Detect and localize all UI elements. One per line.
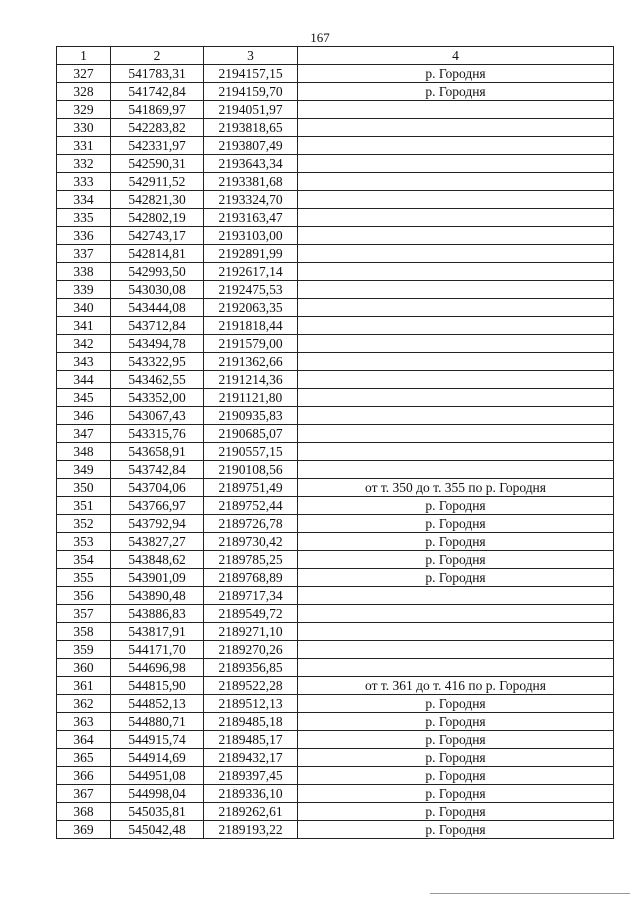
- x-coordinate-cell: 544696,98: [111, 659, 204, 677]
- x-coordinate-cell: 543067,43: [111, 407, 204, 425]
- point-number-cell: 341: [57, 317, 111, 335]
- x-coordinate-cell: 542743,17: [111, 227, 204, 245]
- point-number-cell: 351: [57, 497, 111, 515]
- point-number-cell: 331: [57, 137, 111, 155]
- point-number-cell: 359: [57, 641, 111, 659]
- description-cell: [298, 281, 614, 299]
- x-coordinate-cell: 542993,50: [111, 263, 204, 281]
- description-cell: р. Городня: [298, 713, 614, 731]
- description-cell: [298, 119, 614, 137]
- y-coordinate-cell: 2193163,47: [204, 209, 298, 227]
- x-coordinate-cell: 543444,08: [111, 299, 204, 317]
- description-cell: [298, 605, 614, 623]
- y-coordinate-cell: 2190935,83: [204, 407, 298, 425]
- y-coordinate-cell: 2189397,45: [204, 767, 298, 785]
- description-cell: [298, 299, 614, 317]
- description-cell: р. Городня: [298, 83, 614, 101]
- point-number-cell: 347: [57, 425, 111, 443]
- point-number-cell: 342: [57, 335, 111, 353]
- table-row: [57, 407, 614, 425]
- description-cell: [298, 389, 614, 407]
- page-number: 167: [310, 30, 330, 45]
- point-number-cell: 332: [57, 155, 111, 173]
- description-cell: р. Городня: [298, 497, 614, 515]
- description-cell: [298, 461, 614, 479]
- x-coordinate-cell: 541742,84: [111, 83, 204, 101]
- x-coordinate-cell: 544171,70: [111, 641, 204, 659]
- y-coordinate-cell: 2191579,00: [204, 335, 298, 353]
- y-coordinate-cell: 2190685,07: [204, 425, 298, 443]
- table-row: [57, 83, 614, 101]
- x-coordinate-cell: 542802,19: [111, 209, 204, 227]
- point-number-cell: 339: [57, 281, 111, 299]
- table-row: [57, 803, 614, 821]
- table-body: [57, 65, 614, 839]
- table-row: [57, 173, 614, 191]
- description-cell: р. Городня: [298, 533, 614, 551]
- description-cell: [298, 191, 614, 209]
- point-number-cell: 327: [57, 65, 111, 83]
- x-coordinate-cell: 543352,00: [111, 389, 204, 407]
- x-coordinate-cell: 541869,97: [111, 101, 204, 119]
- description-cell: [298, 335, 614, 353]
- column-header-1: 1: [57, 47, 111, 65]
- table-row: [57, 209, 614, 227]
- x-coordinate-cell: 543827,27: [111, 533, 204, 551]
- table-row: [57, 425, 614, 443]
- y-coordinate-cell: 2189193,22: [204, 821, 298, 839]
- description-cell: р. Городня: [298, 515, 614, 533]
- y-coordinate-cell: 2193103,00: [204, 227, 298, 245]
- y-coordinate-cell: 2192891,99: [204, 245, 298, 263]
- point-number-cell: 335: [57, 209, 111, 227]
- x-coordinate-cell: 542331,97: [111, 137, 204, 155]
- description-cell: р. Городня: [298, 551, 614, 569]
- y-coordinate-cell: 2193381,68: [204, 173, 298, 191]
- description-cell: р. Городня: [298, 749, 614, 767]
- y-coordinate-cell: 2189262,61: [204, 803, 298, 821]
- x-coordinate-cell: 543462,55: [111, 371, 204, 389]
- table-row: [57, 659, 614, 677]
- x-coordinate-cell: 543742,84: [111, 461, 204, 479]
- point-number-cell: 353: [57, 533, 111, 551]
- column-header-3: 3: [204, 47, 298, 65]
- y-coordinate-cell: 2189270,26: [204, 641, 298, 659]
- description-cell: [298, 353, 614, 371]
- description-cell: р. Городня: [298, 731, 614, 749]
- y-coordinate-cell: 2189752,44: [204, 497, 298, 515]
- point-number-cell: 333: [57, 173, 111, 191]
- point-number-cell: 348: [57, 443, 111, 461]
- y-coordinate-cell: 2191214,36: [204, 371, 298, 389]
- description-cell: [298, 587, 614, 605]
- point-number-cell: 356: [57, 587, 111, 605]
- description-cell: [298, 425, 614, 443]
- x-coordinate-cell: 544852,13: [111, 695, 204, 713]
- point-number-cell: 360: [57, 659, 111, 677]
- description-cell: р. Городня: [298, 821, 614, 839]
- table-row: [57, 155, 614, 173]
- y-coordinate-cell: 2191121,80: [204, 389, 298, 407]
- table-row: [57, 299, 614, 317]
- y-coordinate-cell: 2189271,10: [204, 623, 298, 641]
- point-number-cell: 369: [57, 821, 111, 839]
- point-number-cell: 364: [57, 731, 111, 749]
- coordinates-table: [56, 46, 614, 839]
- point-number-cell: 354: [57, 551, 111, 569]
- table-row: [57, 677, 614, 695]
- description-cell: [298, 173, 614, 191]
- y-coordinate-cell: 2194157,15: [204, 65, 298, 83]
- point-number-cell: 336: [57, 227, 111, 245]
- table-row: [57, 335, 614, 353]
- description-cell: [298, 227, 614, 245]
- table-row: [57, 785, 614, 803]
- point-number-cell: 368: [57, 803, 111, 821]
- y-coordinate-cell: 2194159,70: [204, 83, 298, 101]
- y-coordinate-cell: 2189522,28: [204, 677, 298, 695]
- description-cell: [298, 101, 614, 119]
- x-coordinate-cell: 543704,06: [111, 479, 204, 497]
- y-coordinate-cell: 2192063,35: [204, 299, 298, 317]
- y-coordinate-cell: 2189485,18: [204, 713, 298, 731]
- y-coordinate-cell: 2189726,78: [204, 515, 298, 533]
- table-header-row: [57, 47, 614, 65]
- description-cell: от т. 361 до т. 416 по р. Городня: [298, 677, 614, 695]
- table-row: [57, 353, 614, 371]
- description-cell: [298, 623, 614, 641]
- table-row: [57, 587, 614, 605]
- table-row: [57, 551, 614, 569]
- description-cell: [298, 155, 614, 173]
- description-cell: [298, 209, 614, 227]
- x-coordinate-cell: 543494,78: [111, 335, 204, 353]
- description-cell: р. Городня: [298, 65, 614, 83]
- description-cell: [298, 407, 614, 425]
- table-row: [57, 713, 614, 731]
- footer-divider: [430, 893, 630, 894]
- x-coordinate-cell: 542911,52: [111, 173, 204, 191]
- x-coordinate-cell: 544951,08: [111, 767, 204, 785]
- y-coordinate-cell: 2191818,44: [204, 317, 298, 335]
- description-cell: [298, 443, 614, 461]
- point-number-cell: 337: [57, 245, 111, 263]
- x-coordinate-cell: 544998,04: [111, 785, 204, 803]
- table-row: [57, 65, 614, 83]
- point-number-cell: 355: [57, 569, 111, 587]
- table-row: [57, 443, 614, 461]
- point-number-cell: 365: [57, 749, 111, 767]
- x-coordinate-cell: 544815,90: [111, 677, 204, 695]
- table-row: [57, 821, 614, 839]
- description-cell: [298, 641, 614, 659]
- y-coordinate-cell: 2193643,34: [204, 155, 298, 173]
- table-row: [57, 533, 614, 551]
- y-coordinate-cell: 2189512,13: [204, 695, 298, 713]
- description-cell: [298, 137, 614, 155]
- point-number-cell: 366: [57, 767, 111, 785]
- y-coordinate-cell: 2189356,85: [204, 659, 298, 677]
- y-coordinate-cell: 2193324,70: [204, 191, 298, 209]
- point-number-cell: 345: [57, 389, 111, 407]
- table-row: [57, 191, 614, 209]
- point-number-cell: 357: [57, 605, 111, 623]
- x-coordinate-cell: 545035,81: [111, 803, 204, 821]
- x-coordinate-cell: 543658,91: [111, 443, 204, 461]
- column-header-2: 2: [111, 47, 204, 65]
- y-coordinate-cell: 2189730,42: [204, 533, 298, 551]
- y-coordinate-cell: 2190557,15: [204, 443, 298, 461]
- y-coordinate-cell: 2192475,53: [204, 281, 298, 299]
- description-cell: [298, 659, 614, 677]
- description-cell: от т. 350 до т. 355 по р. Городня: [298, 479, 614, 497]
- table-row: [57, 605, 614, 623]
- y-coordinate-cell: 2189751,49: [204, 479, 298, 497]
- y-coordinate-cell: 2190108,56: [204, 461, 298, 479]
- point-number-cell: 340: [57, 299, 111, 317]
- point-number-cell: 338: [57, 263, 111, 281]
- table-row: [57, 641, 614, 659]
- table-row: [57, 749, 614, 767]
- point-number-cell: 346: [57, 407, 111, 425]
- y-coordinate-cell: 2191362,66: [204, 353, 298, 371]
- y-coordinate-cell: 2189785,25: [204, 551, 298, 569]
- point-number-cell: 349: [57, 461, 111, 479]
- y-coordinate-cell: 2189717,34: [204, 587, 298, 605]
- table-row: [57, 263, 614, 281]
- description-cell: [298, 245, 614, 263]
- y-coordinate-cell: 2193818,65: [204, 119, 298, 137]
- description-cell: р. Городня: [298, 695, 614, 713]
- point-number-cell: 329: [57, 101, 111, 119]
- x-coordinate-cell: 541783,31: [111, 65, 204, 83]
- table-row: [57, 695, 614, 713]
- x-coordinate-cell: 542590,31: [111, 155, 204, 173]
- table-row: [57, 515, 614, 533]
- x-coordinate-cell: 543792,94: [111, 515, 204, 533]
- point-number-cell: 362: [57, 695, 111, 713]
- description-cell: [298, 371, 614, 389]
- x-coordinate-cell: 542283,82: [111, 119, 204, 137]
- table-row: [57, 479, 614, 497]
- table-row: [57, 119, 614, 137]
- point-number-cell: 363: [57, 713, 111, 731]
- point-number-cell: 334: [57, 191, 111, 209]
- point-number-cell: 358: [57, 623, 111, 641]
- point-number-cell: 361: [57, 677, 111, 695]
- table-row: [57, 497, 614, 515]
- y-coordinate-cell: 2189432,17: [204, 749, 298, 767]
- table-row: [57, 137, 614, 155]
- x-coordinate-cell: 543712,84: [111, 317, 204, 335]
- x-coordinate-cell: 543030,08: [111, 281, 204, 299]
- point-number-cell: 367: [57, 785, 111, 803]
- x-coordinate-cell: 543817,91: [111, 623, 204, 641]
- table-row: [57, 569, 614, 587]
- point-number-cell: 328: [57, 83, 111, 101]
- column-header-4: 4: [298, 47, 614, 65]
- x-coordinate-cell: 543322,95: [111, 353, 204, 371]
- point-number-cell: 344: [57, 371, 111, 389]
- y-coordinate-cell: 2192617,14: [204, 263, 298, 281]
- point-number-cell: 343: [57, 353, 111, 371]
- y-coordinate-cell: 2194051,97: [204, 101, 298, 119]
- x-coordinate-cell: 544915,74: [111, 731, 204, 749]
- point-number-cell: 350: [57, 479, 111, 497]
- table-row: [57, 227, 614, 245]
- table-row: [57, 623, 614, 641]
- description-cell: р. Городня: [298, 785, 614, 803]
- description-cell: р. Городня: [298, 767, 614, 785]
- table-row: [57, 731, 614, 749]
- description-cell: р. Городня: [298, 569, 614, 587]
- x-coordinate-cell: 544880,71: [111, 713, 204, 731]
- table-row: [57, 281, 614, 299]
- point-number-cell: 352: [57, 515, 111, 533]
- y-coordinate-cell: 2193807,49: [204, 137, 298, 155]
- table-row: [57, 317, 614, 335]
- y-coordinate-cell: 2189549,72: [204, 605, 298, 623]
- description-cell: [298, 317, 614, 335]
- description-cell: [298, 263, 614, 281]
- x-coordinate-cell: 543315,76: [111, 425, 204, 443]
- y-coordinate-cell: 2189768,89: [204, 569, 298, 587]
- x-coordinate-cell: 542821,30: [111, 191, 204, 209]
- table-row: [57, 461, 614, 479]
- x-coordinate-cell: 543886,83: [111, 605, 204, 623]
- x-coordinate-cell: 545042,48: [111, 821, 204, 839]
- table-row: [57, 101, 614, 119]
- x-coordinate-cell: 542814,81: [111, 245, 204, 263]
- x-coordinate-cell: 543766,97: [111, 497, 204, 515]
- x-coordinate-cell: 544914,69: [111, 749, 204, 767]
- table-row: [57, 245, 614, 263]
- y-coordinate-cell: 2189336,10: [204, 785, 298, 803]
- table-row: [57, 371, 614, 389]
- table-row: [57, 767, 614, 785]
- y-coordinate-cell: 2189485,17: [204, 731, 298, 749]
- description-cell: р. Городня: [298, 803, 614, 821]
- point-number-cell: 330: [57, 119, 111, 137]
- x-coordinate-cell: 543848,62: [111, 551, 204, 569]
- x-coordinate-cell: 543901,09: [111, 569, 204, 587]
- table-row: [57, 389, 614, 407]
- x-coordinate-cell: 543890,48: [111, 587, 204, 605]
